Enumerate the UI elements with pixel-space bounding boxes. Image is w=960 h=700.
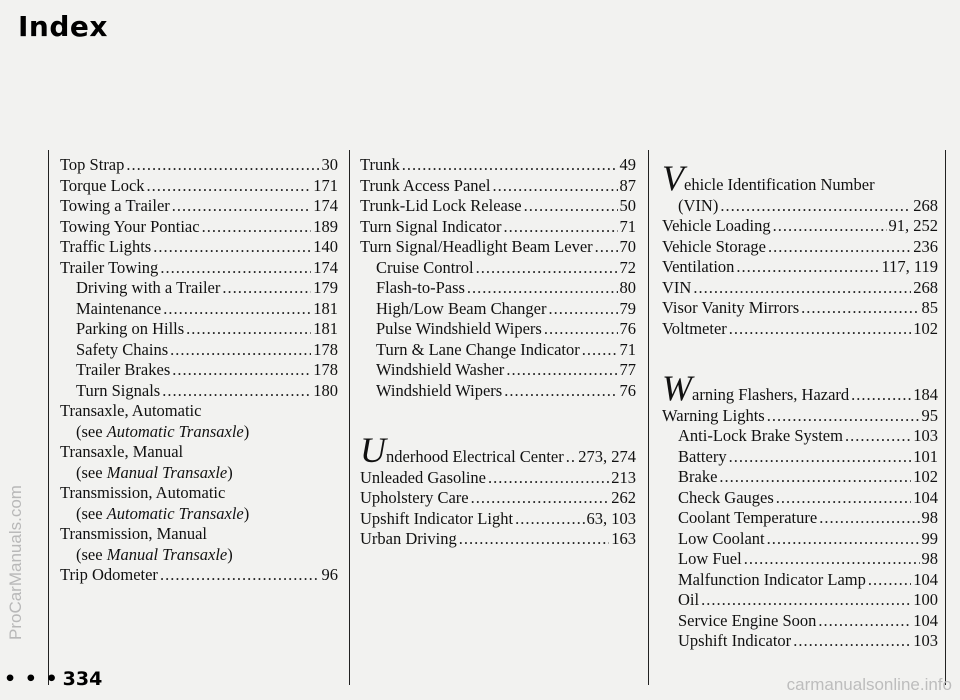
index-entry[interactable]: Upholstery Care ..... 262	[360, 488, 636, 509]
index-subentry[interactable]: High/Low Beam Changer ..... 79	[360, 299, 636, 320]
index-column-3	[662, 155, 938, 652]
index-entry[interactable]: (VIN) ..... 268	[662, 196, 938, 217]
index-subentry[interactable]: Parking on Hills ..... 181	[60, 319, 338, 340]
index-entry[interactable]: VIN ..... 268	[662, 278, 938, 299]
index-entry[interactable]: Turn Signal/Headlight Beam Lever ..... 70	[360, 237, 636, 258]
index-subentry[interactable]: Oil ..... 100	[662, 590, 938, 611]
index-subentry[interactable]: Maintenance ..... 181	[60, 299, 338, 320]
index-entry[interactable]: Warning Lights ..... 95	[662, 406, 938, 427]
index-subentry[interactable]: Coolant Temperature ..... 98	[662, 508, 938, 529]
index-entry[interactable]: Urban Driving ..... 163	[360, 529, 636, 550]
index-entry: Transmission, Automatic	[60, 483, 226, 502]
index-subentry[interactable]: Malfunction Indicator Lamp ..... 104	[662, 570, 938, 591]
column-rule-middle-right	[648, 150, 649, 685]
section-w-heading[interactable]: Warning Flashers, Hazard ..... 184	[662, 365, 938, 406]
index-entry[interactable]: Trip Odometer ..... 96	[60, 565, 338, 586]
index-entry[interactable]: Trunk-Lid Lock Release ..... 50	[360, 196, 636, 217]
index-entry[interactable]: Vehicle Storage ..... 236	[662, 237, 938, 258]
index-subentry[interactable]: Cruise Control ..... 72	[360, 258, 636, 279]
index-subentry[interactable]: Windshield Wipers ..... 76	[360, 381, 636, 402]
index-entry[interactable]: Unleaded Gasoline ..... 213	[360, 468, 636, 489]
index-subentry[interactable]: Trailer Brakes ..... 178	[60, 360, 338, 381]
index-subentry[interactable]: Service Engine Soon ..... 104	[662, 611, 938, 632]
column-rule-right	[945, 150, 946, 685]
index-subentry[interactable]: Turn Signals ..... 180	[60, 381, 338, 402]
section-letter-w: W	[662, 368, 692, 408]
index-entry[interactable]: Traffic Lights ..... 140	[60, 237, 338, 258]
index-see-reference[interactable]: (see Manual Transaxle)	[76, 544, 233, 564]
index-subentry[interactable]: Brake ..... 102	[662, 467, 938, 488]
index-subentry[interactable]: Low Coolant ..... 99	[662, 529, 938, 550]
index-entry[interactable]: Top Strap ..... 30	[60, 155, 338, 176]
footer-watermark: carmanualsonline.info	[786, 675, 952, 694]
index-entry[interactable]: Trunk Access Panel ..... 87	[360, 176, 636, 197]
index-entry[interactable]: Voltmeter ..... 102	[662, 319, 938, 340]
index-entry: Transaxle, Manual	[60, 442, 184, 461]
index-subentry[interactable]: Battery ..... 101	[662, 447, 938, 468]
index-subentry[interactable]: Flash-to-Pass ..... 80	[360, 278, 636, 299]
section-v-heading: Vehicle Identification Number	[662, 158, 875, 198]
index-column-2	[360, 155, 636, 550]
index-subentry[interactable]: Turn & Lane Change Indicator ..... 71	[360, 340, 636, 361]
column-rule-left	[48, 150, 49, 685]
index-entry[interactable]: Trunk ..... 49	[360, 155, 636, 176]
index-entry[interactable]: Towing a Trailer ..... 174	[60, 196, 338, 217]
index-subentry[interactable]: Windshield Washer ..... 77	[360, 360, 636, 381]
index-entry[interactable]: Turn Signal Indicator ..... 71	[360, 217, 636, 238]
index-see-reference[interactable]: (see Manual Transaxle)	[76, 462, 233, 482]
side-watermark-area	[0, 0, 28, 700]
section-u-heading[interactable]: Underhood Electrical Center ..... 273, 274	[360, 427, 636, 468]
index-subentry[interactable]: Pulse Windshield Wipers ..... 76	[360, 319, 636, 340]
index-entry: Transaxle, Automatic	[60, 401, 202, 420]
index-subentry[interactable]: Upshift Indicator ..... 103	[662, 631, 938, 652]
side-watermark: ProCarManuals.com	[6, 485, 25, 640]
index-see-reference[interactable]: (see Automatic Transaxle)	[76, 421, 250, 441]
index-entry: Transmission, Manual	[60, 524, 207, 543]
index-entry[interactable]: Visor Vanity Mirrors ..... 85	[662, 298, 938, 319]
page-number: • • • 334	[4, 668, 103, 690]
index-entry[interactable]: Trailer Towing ..... 174	[60, 258, 338, 279]
index-see-reference[interactable]: (see Automatic Transaxle)	[76, 503, 250, 523]
section-letter-u: U	[360, 430, 386, 470]
index-subentry[interactable]: Safety Chains ..... 178	[60, 340, 338, 361]
index-entry[interactable]: Ventilation ..... 117, 119	[662, 257, 938, 278]
index-subentry[interactable]: Low Fuel ..... 98	[662, 549, 938, 570]
index-entry[interactable]: Upshift Indicator Light ..... 63, 103	[360, 509, 636, 530]
index-entry[interactable]: Towing Your Pontiac ..... 189	[60, 217, 338, 238]
index-column-1	[60, 155, 338, 586]
index-subentry[interactable]: Driving with a Trailer ..... 179	[60, 278, 338, 299]
column-rule-middle-left	[349, 150, 350, 685]
index-entry[interactable]: Torque Lock ..... 171	[60, 176, 338, 197]
page-title: Index	[18, 10, 108, 43]
section-letter-v: V	[662, 158, 684, 198]
index-subentry[interactable]: Check Gauges ..... 104	[662, 488, 938, 509]
index-subentry[interactable]: Anti-Lock Brake System ..... 103	[662, 426, 938, 447]
index-entry[interactable]: Vehicle Loading ..... 91, 252	[662, 216, 938, 237]
